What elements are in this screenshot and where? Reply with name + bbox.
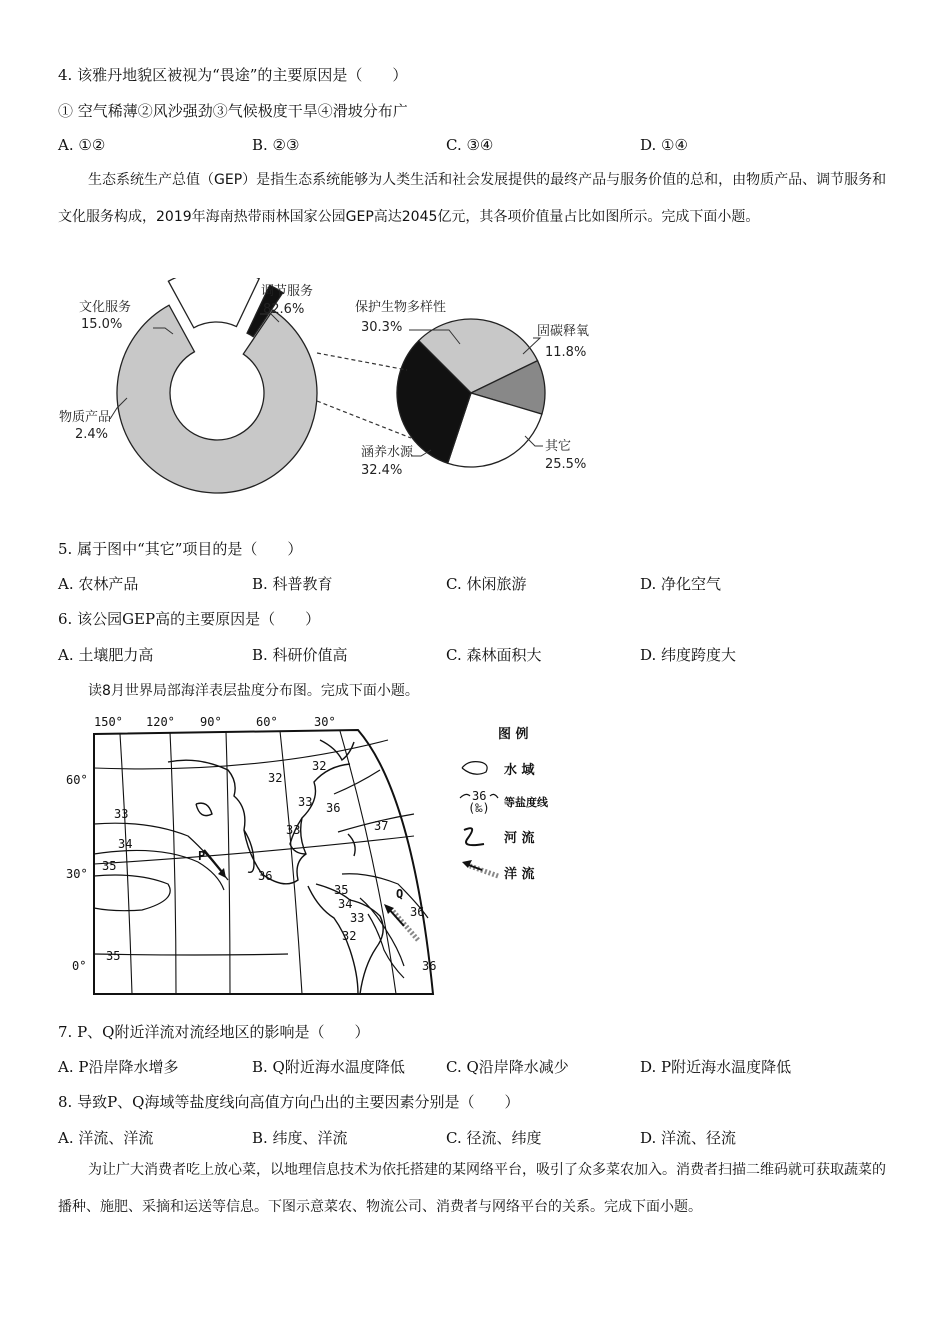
q6-option-b: B. 科研价值高 bbox=[252, 646, 348, 664]
q5-option-b: B. 科普教育 bbox=[252, 575, 333, 593]
iso-33a: 33 bbox=[114, 807, 129, 821]
label-other-pct: 25.5% bbox=[545, 457, 587, 472]
river-icon bbox=[464, 828, 484, 845]
label-water-pct: 32.4% bbox=[361, 463, 403, 478]
lat-0: 0° bbox=[72, 959, 87, 973]
label-material: 物质产品 bbox=[59, 410, 112, 425]
q6-option-d: D. 纬度跨度大 bbox=[640, 646, 737, 664]
q4-option-d: D. ①④ bbox=[640, 136, 688, 154]
q7-option-c: C. Q沿岸降水减少 bbox=[446, 1058, 569, 1076]
water-icon bbox=[462, 762, 487, 775]
iso-33b: 33 bbox=[286, 823, 301, 837]
label-biodiversity-pct: 30.3% bbox=[361, 320, 403, 335]
q8-stem: 8. 导致P、Q海域等盐度线向高值方向凸出的主要因素分别是（ ） bbox=[58, 1093, 520, 1111]
passage-gep: 生态系统生产总值（GEP）是指生态系统能够为人类生活和社会发展提供的最终产品与服务价值的总和，由物质产品、调节服务和文化服务构成，2019年海南热带雨林国家公园GEP高达2045亿元，其各项价值量占比如图所示。完成下面小题。 bbox=[58, 172, 887, 225]
passage-salinity: 读8月世界局部海洋表层盐度分布图。完成下面小题。 bbox=[88, 683, 419, 699]
legend-river: 河 流 bbox=[504, 831, 535, 846]
passage-vegetable-platform: 为让广大消费者吃上放心菜，以地理信息技术为依托搭建的某网络平台，吸引了众多菜农加入。消费者扫描二维码就可获取蔬菜的播种、施肥、采摘和运送等信息。下图示意菜农、物流公司、消费者与网络平台的关系。完成下面小题。 bbox=[58, 1162, 886, 1215]
q4-items: ① 空气稀薄②风沙强劲③气候极度干旱④滑坡分布广 bbox=[58, 102, 408, 120]
iso-37: 37 bbox=[374, 819, 389, 833]
iso-34b: 34 bbox=[338, 897, 353, 911]
connector-bottom bbox=[317, 401, 411, 438]
point-q: Q bbox=[396, 887, 404, 901]
label-regulation-pct: 82.6% bbox=[263, 302, 305, 317]
iso-32a: 32 bbox=[312, 759, 327, 773]
q7-option-d: D. P附近海水温度降低 bbox=[640, 1058, 792, 1076]
iso-33d: 33 bbox=[350, 911, 365, 925]
lon-30: 30° bbox=[314, 715, 336, 729]
q5-option-c: C. 休闲旅游 bbox=[446, 575, 527, 593]
iso-32b: 32 bbox=[268, 771, 283, 785]
q6-option-a: A. 土壤肥力高 bbox=[58, 646, 154, 664]
lon-90: 90° bbox=[200, 715, 222, 729]
q6-stem: 6. 该公园GEP高的主要原因是（ ） bbox=[58, 610, 321, 628]
regulation-pie bbox=[397, 319, 545, 467]
label-culture-pct: 15.0% bbox=[81, 317, 123, 332]
iso-32c: 32 bbox=[342, 929, 357, 943]
q4-stem: 4. 该雅丹地貌区被视为“畏途”的主要原因是（ ） bbox=[58, 66, 408, 84]
lat-60: 60° bbox=[66, 773, 88, 787]
q7-option-a: A. P沿岸降水增多 bbox=[58, 1058, 179, 1076]
legend-current: 洋 流 bbox=[504, 867, 535, 882]
lon-60: 60° bbox=[256, 715, 278, 729]
label-water: 涵养水源 bbox=[361, 445, 414, 460]
q7-option-b: B. Q附近海水温度降低 bbox=[252, 1058, 405, 1076]
gep-chart bbox=[55, 278, 615, 500]
q8-option-b: B. 纬度、洋流 bbox=[252, 1129, 348, 1147]
iso-35a: 35 bbox=[102, 859, 117, 873]
legend-isoline: 等盐度线 bbox=[504, 796, 548, 809]
q7-stem: 7. P、Q附近洋流对流经地区的影响是（ ） bbox=[58, 1023, 370, 1041]
legend-water: 水 域 bbox=[504, 763, 535, 778]
label-carbon: 固碳释氧 bbox=[537, 324, 590, 339]
label-culture: 文化服务 bbox=[79, 300, 132, 315]
connector-top bbox=[317, 353, 407, 370]
q6-option-c: C. 森林面积大 bbox=[446, 646, 542, 664]
legend-iso-unit: (‰) bbox=[468, 801, 490, 815]
q4-option-c: C. ③④ bbox=[446, 136, 494, 154]
iso-36d: 36 bbox=[422, 959, 437, 973]
iso-33c: 33 bbox=[298, 795, 313, 809]
gep-donut-slice-1 bbox=[168, 278, 259, 328]
q4-option-a: A. ①② bbox=[58, 136, 106, 154]
label-other: 其它 bbox=[545, 439, 572, 454]
lat-30: 30° bbox=[66, 867, 88, 881]
iso-35b: 35 bbox=[334, 883, 349, 897]
legend-title: 图 例 bbox=[498, 727, 529, 742]
q5-stem: 5. 属于图中“其它”项目的是（ ） bbox=[58, 540, 303, 558]
lon-150: 150° bbox=[94, 715, 123, 729]
iso-36c: 36 bbox=[410, 905, 425, 919]
q8-option-d: D. 洋流、径流 bbox=[640, 1129, 737, 1147]
point-p: P bbox=[198, 849, 206, 863]
gep-donut-slice-0 bbox=[117, 305, 317, 493]
label-material-pct: 2.4% bbox=[75, 427, 109, 442]
q8-option-a: A. 洋流、洋流 bbox=[58, 1129, 154, 1147]
q8-option-c: C. 径流、纬度 bbox=[446, 1129, 542, 1147]
label-carbon-pct: 11.8% bbox=[545, 345, 587, 360]
q5-option-d: D. 净化空气 bbox=[640, 575, 722, 593]
salinity-map bbox=[58, 704, 573, 1004]
map-legend bbox=[460, 726, 549, 882]
label-regulation: 调节服务 bbox=[261, 284, 314, 299]
iso-35c: 35 bbox=[106, 949, 121, 963]
lon-120: 120° bbox=[146, 715, 175, 729]
iso-36a: 36 bbox=[326, 801, 341, 815]
q5-option-a: A. 农林产品 bbox=[58, 575, 139, 593]
iso-34a: 34 bbox=[118, 837, 133, 851]
legend-iso-value: 36 bbox=[472, 789, 487, 803]
iso-36b: 36 bbox=[258, 869, 273, 883]
q4-option-b: B. ②③ bbox=[252, 136, 300, 154]
label-biodiversity: 保护生物多样性 bbox=[355, 300, 447, 315]
